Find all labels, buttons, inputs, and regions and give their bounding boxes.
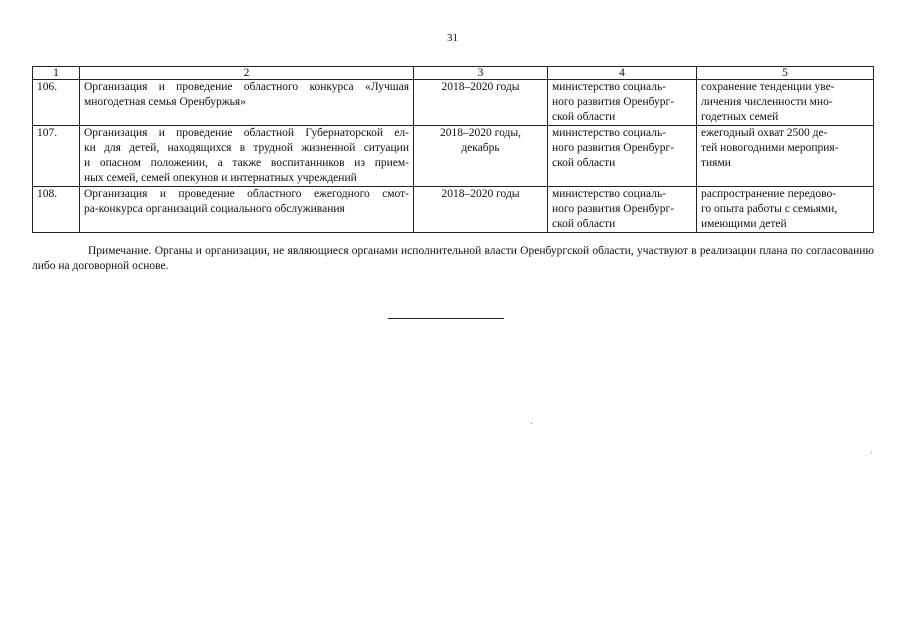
event-executor xyxy=(548,126,697,187)
plan-table xyxy=(32,66,874,233)
scan-speck xyxy=(871,452,872,453)
closing-divider xyxy=(388,318,504,319)
event-period xyxy=(414,80,548,126)
header-cell-1: 1 xyxy=(33,67,80,80)
cell-line: 2018–2020 годы xyxy=(441,188,520,200)
table-row xyxy=(33,126,874,187)
cell-line: ской области xyxy=(552,111,616,123)
cell-line: ного развития Оренбург- xyxy=(552,96,675,108)
cell-line: многодетная семья Оренбуржья» xyxy=(84,96,246,108)
cell-line: ных семей, семей опекунов и интернатных учреждений xyxy=(84,172,357,184)
header-cell-3: 3 xyxy=(414,67,548,80)
row-number: 107. xyxy=(33,126,80,187)
cell-line: ра-конкурса организаций социального обслуживания xyxy=(84,203,345,215)
cell-line: личения численности мно- xyxy=(701,96,833,108)
cell-line: Организация и проведение областной Губернаторской ел- xyxy=(84,127,409,139)
cell-line: распространение передово- xyxy=(701,188,837,200)
row-number: 108. xyxy=(33,187,80,233)
table-header-row xyxy=(33,67,874,80)
event-period xyxy=(414,126,548,187)
event-period xyxy=(414,187,548,233)
table-row xyxy=(33,80,874,126)
row-number: 106. xyxy=(33,80,80,126)
header-cell-4: 4 xyxy=(548,67,697,80)
table-row xyxy=(33,187,874,233)
cell-line: 2018–2020 годы xyxy=(441,81,520,93)
cell-line: ежегодный охват 2500 де- xyxy=(701,127,828,139)
cell-line: имеющими детей xyxy=(701,218,787,230)
header-cell-2: 2 xyxy=(80,67,414,80)
cell-line: ного развития Оренбург- xyxy=(552,203,675,215)
cell-line: ного развития Оренбург- xyxy=(552,142,675,154)
event-result xyxy=(697,126,874,187)
event-name xyxy=(80,126,414,187)
footnote-note: Примечание. Органы и организации, не являющиеся органами исполнительной власти Оренбургской области, участвуют в реализации плана по согласованию либо на договорной основе. xyxy=(32,245,874,272)
cell-line: годетных семей xyxy=(701,111,779,123)
cell-line: сохранение тенденции уве- xyxy=(701,81,835,93)
cell-line: министерство социаль- xyxy=(552,81,667,93)
scan-speck xyxy=(531,423,532,424)
event-name xyxy=(80,187,414,233)
cell-line: тей новогодними мероприя- xyxy=(701,142,839,154)
cell-line: министерство социаль- xyxy=(552,188,667,200)
event-name xyxy=(80,80,414,126)
cell-line: и опасном положении, а также воспитанников из прием- xyxy=(84,157,409,169)
cell-line: ской области xyxy=(552,157,616,169)
page-number: 31 xyxy=(447,32,458,44)
cell-line: министерство социаль- xyxy=(552,127,667,139)
cell-line: Организация и проведение областного ежегодного смот- xyxy=(84,188,409,200)
cell-line: Организация и проведение областного конкурса «Лучшая xyxy=(84,81,409,93)
cell-line: 2018–2020 годы, xyxy=(440,127,521,139)
event-result xyxy=(697,187,874,233)
cell-line: го опыта работы с семьями, xyxy=(701,203,838,215)
event-executor xyxy=(548,187,697,233)
event-executor xyxy=(548,80,697,126)
cell-line: ской области xyxy=(552,218,616,230)
cell-line: тиями xyxy=(701,157,731,169)
event-result xyxy=(697,80,874,126)
header-cell-5: 5 xyxy=(697,67,874,80)
cell-line: декабрь xyxy=(461,142,500,154)
cell-line: ки для детей, находящихся в трудной жизненной ситуации xyxy=(84,142,409,154)
